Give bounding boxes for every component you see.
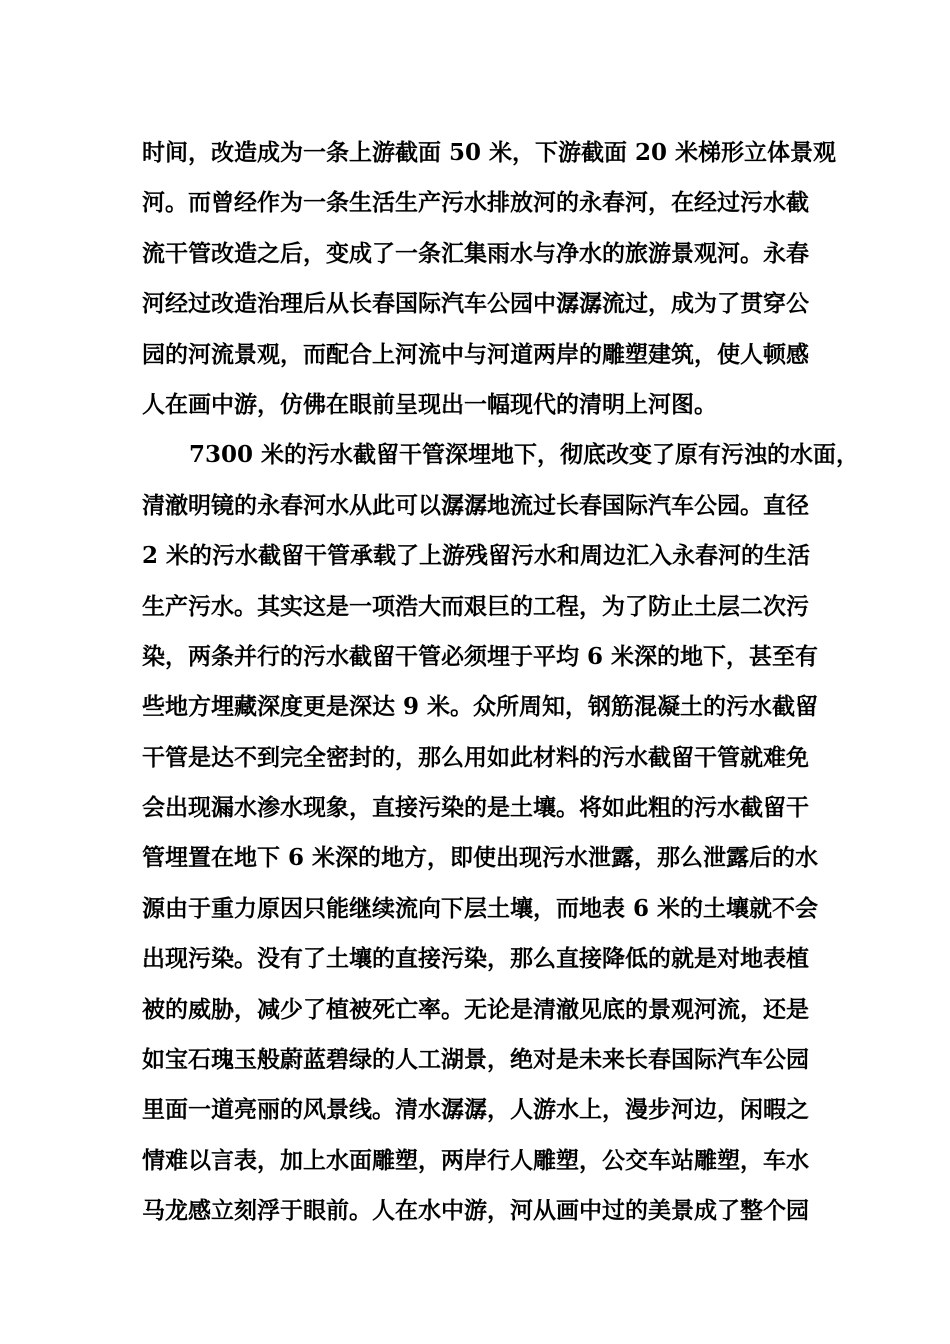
text-line: 2 米的污水截留干管承载了上游残留污水和周边汇入永春河的生活 — [142, 542, 811, 570]
text-line: 被的威胁，减少了植被死亡率。无论是清澈见底的景观河流，还是 — [142, 995, 809, 1023]
text-line: 情难以言表，加上水面雕塑，两岸行人雕塑，公交车站雕塑，车水 — [142, 1146, 809, 1174]
text-line: 人在画中游，仿佛在眼前呈现出一幅现代的清明上河图。 — [142, 390, 717, 418]
paragraph-2 — [142, 430, 860, 1236]
text-line: 管埋置在地下 6 米深的地方，即使出现污水泄露，那么泄露后的水 — [142, 844, 819, 872]
text-line: 生产污水。其实这是一项浩大而艰巨的工程，为了防止土层二次污 — [142, 592, 809, 620]
text-line: 会出现漏水渗水现象，直接污染的是土壤。将如此粗的污水截留干 — [142, 794, 809, 822]
text-line: 干管是达不到完全密封的，那么用如此材料的污水截留干管就难免 — [142, 743, 809, 771]
text-line: 马龙感立刻浮于眼前。人在水中游，河从画中过的美景成了整个园 — [142, 1197, 809, 1225]
text-line: 如宝石瑰玉般蔚蓝碧绿的人工湖景，绝对是未来长春国际汽车公园 — [142, 1046, 809, 1074]
text-line: 园的河流景观，而配合上河流中与河道两岸的雕塑建筑，使人顿感 — [142, 340, 809, 368]
text-line: 源由于重力原因只能继续流向下层土壤，而地表 6 米的土壤就不会 — [142, 894, 819, 922]
paragraph-1 — [142, 128, 837, 430]
text-line: 流干管改造之后，变成了一条汇集雨水与净水的旅游景观河。永春 — [142, 239, 809, 267]
text-line: 河。而曾经作为一条生活生产污水排放河的永春河，在经过污水截 — [142, 189, 809, 217]
text-line: 时间，改造成为一条上游截面 50 米，下游截面 20 米梯形立体景观 — [142, 139, 837, 166]
text-line: 7300 米的污水截留干管深埋地下，彻底改变了原有污浊的水面， — [189, 441, 860, 469]
text-line: 河经过改造治理后从长春国际汽车公园中潺潺流过，成为了贯穿公 — [142, 290, 809, 318]
text-line: 清澈明镜的永春河水从此可以潺潺地流过长春国际汽车公园。直径 — [142, 491, 809, 519]
text-line: 出现污染。没有了土壤的直接污染，那么直接降低的就是对地表植 — [142, 945, 809, 973]
text-line: 里面一道亮丽的风景线。清水潺潺，人游水上，漫步河边，闲暇之 — [142, 1096, 809, 1124]
text-line: 些地方埋藏深度更是深达 9 米。众所周知，钢筋混凝土的污水截留 — [142, 693, 819, 721]
body-text — [142, 128, 860, 1237]
text-line: 染，两条并行的污水截留干管必须埋于平均 6 米深的地下，甚至有 — [142, 642, 819, 670]
